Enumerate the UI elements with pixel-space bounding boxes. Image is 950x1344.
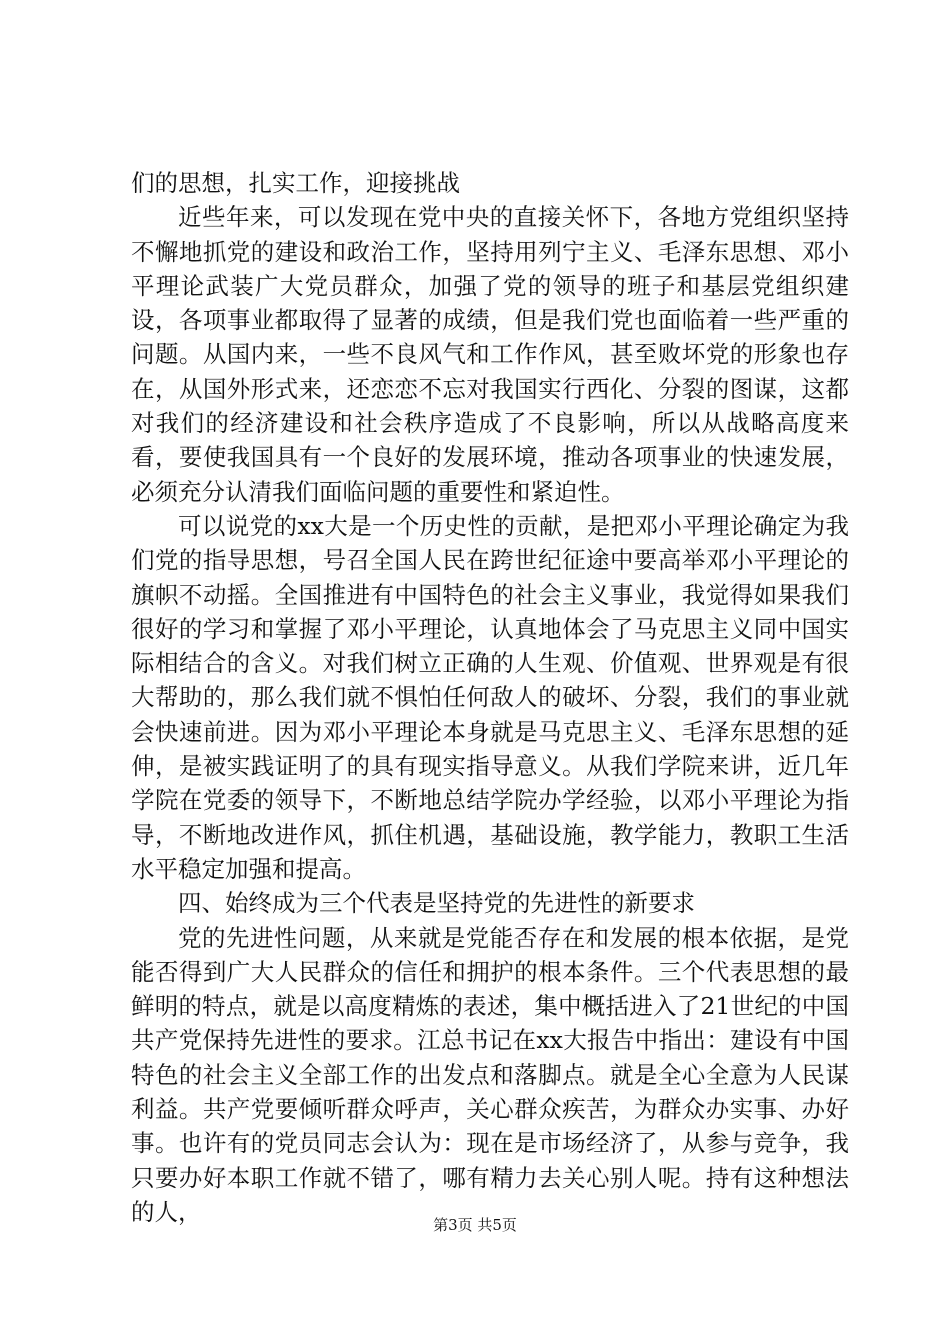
paragraph: 可以说党的xx大是一个历史性的贡献，是把邓小平理论确定为我们党的指导思想，号召全国人民在跨世纪征途中要高举邓小平理论的旗帜不动摇。全国推进有中国特色的社会主义事业，我觉得如果我们很好的学习和掌握了邓小平理论，认真地体会了马克思主义同中国实际相结合的含义。对我们树立正确的人生观、价值观、世界观是有很大帮助的，那么我们就不惧怕任何敌人的破坏、分裂，我们的事业就会快速前进。因为邓小平理论本身就是马克思主义、毛泽东思想的延伸，是被实践证明了的具有现实指导意义。从我们学院来讲，近几年学院在党委的领导下，不断地总结学院办学经验，以邓小平理论为指导，不断地改进作风，抓住机遇，基础设施，教学能力，教职工生活水平稳定加强和提高。 bbox=[131, 511, 849, 883]
paragraph: 党的先进性问题，从来就是党能否存在和发展的根本依据，是党能否得到广大人民群众的信任和拥护的根本条件。三个代表思想的最鲜明的特点，就是以高度精炼的表述，集中概括进入了21世纪的中国共产党保持先进性的要求。江总书记在xx大报告中指出：建设有中国特色的社会主义全部工作的出发点和落脚点。就是全心全意为人民谋利益。共产党要倾听群众呼声，关心群众疾苦，为群众办实事、办好事。也许有的党员同志会认为：现在是市场经济了，从参与竞争，我只要办好本职工作就不错了，哪有精力去关心别人呢。持有这种想法的人， bbox=[131, 923, 849, 1226]
section-heading: 四、始终成为三个代表是坚持党的先进性的新要求 bbox=[178, 889, 695, 918]
paragraph-continuation: 们的思想，扎实工作，迎接挑战 bbox=[131, 169, 460, 197]
document-body bbox=[131, 166, 849, 1229]
paragraph: 近些年来，可以发现在党中央的直接关怀下，各地方党组织坚持不懈地抓党的建设和政治工作，坚持用列宁主义、毛泽东思想、邓小平理论武装广大党员群众，加强了党的领导的班子和基层党组织建设，各项事业都取得了显著的成绩，但是我们党也面临着一些严重的问题。从国内来，一些不良风气和工作作风，甚至败坏党的形象也存在，从国外形式来，还恋恋不忘对我国实行西化、分裂的图谋，这都对我们的经济建设和社会秩序造成了不良影响，所以从战略高度来看，要使我国具有一个良好的发展环境，推动各项事业的快速发展，必须充分认清我们面临问题的重要性和紧迫性。 bbox=[131, 203, 849, 506]
page-footer: 第3页 共5页 bbox=[433, 1216, 517, 1234]
